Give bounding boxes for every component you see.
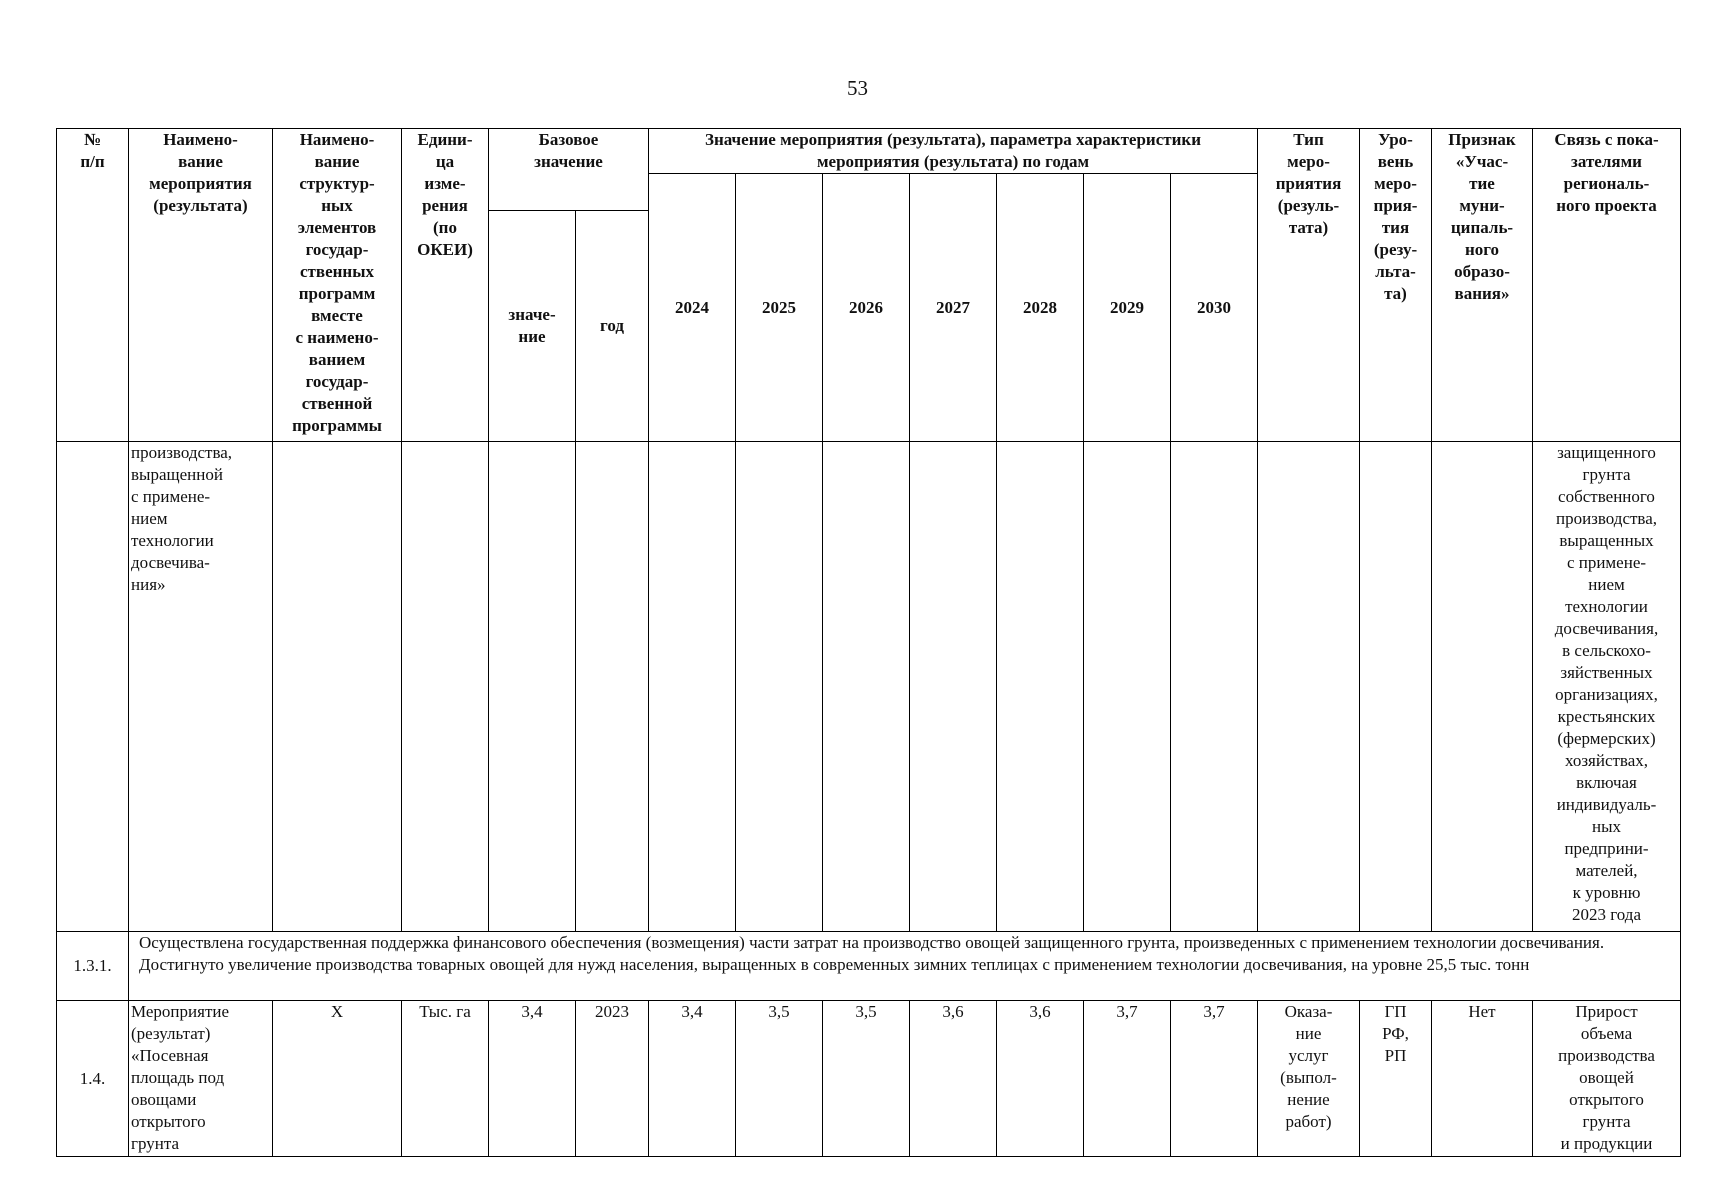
row-1-4-value-2030: 3,7 xyxy=(1171,1001,1258,1157)
header-year-2028: 2028 xyxy=(997,174,1084,442)
header-level: Уро- вень меро- прия- тия (резу- льта- та) xyxy=(1360,129,1432,442)
header-year-2029: 2029 xyxy=(1084,174,1171,442)
row-1-4-level: ГП РФ, РП xyxy=(1360,1001,1432,1157)
cell-empty xyxy=(576,442,649,932)
row-1-4-structural-elements: Х xyxy=(273,1001,402,1157)
row-1-4-base-value: 3,4 xyxy=(489,1001,576,1157)
row-1-4-value-2027: 3,6 xyxy=(910,1001,997,1157)
row-1-4-num: 1.4. xyxy=(57,1001,129,1157)
cell-empty xyxy=(402,442,489,932)
cell-empty xyxy=(1084,442,1171,932)
header-year-2026: 2026 xyxy=(823,174,910,442)
row-1-4-type: Оказа- ние услуг (выпол- нение работ) xyxy=(1258,1001,1360,1157)
cell-empty xyxy=(489,442,576,932)
row-1-4-unit: Тыс. га xyxy=(402,1001,489,1157)
header-year-2025: 2025 xyxy=(736,174,823,442)
row-1-4-value-2028: 3,6 xyxy=(997,1001,1084,1157)
table-row xyxy=(57,932,1681,1001)
header-base-value: Базовое значение xyxy=(489,129,649,211)
row-1-4-link: Прирост объема производства овощей открытого грунта и продукции xyxy=(1533,1001,1681,1157)
cell-empty xyxy=(823,442,910,932)
header-num: № п/п xyxy=(57,129,129,442)
header-unit: Едини- ца изме- рения (по ОКЕИ) xyxy=(402,129,489,442)
header-name: Наимено- вание мероприятия (результата) xyxy=(129,129,273,442)
cell-empty xyxy=(1432,442,1533,932)
row-1-4-municipal: Нет xyxy=(1432,1001,1533,1157)
header-year-2030: 2030 xyxy=(1171,174,1258,442)
row-1-4-value-2026: 3,5 xyxy=(823,1001,910,1157)
header-year-2024: 2024 xyxy=(649,174,736,442)
header-base-value-value: значе- ние xyxy=(489,211,576,442)
row-1-4-name: Мероприятие (результат) «Посевная площадь под овощами открытого грунта xyxy=(129,1001,273,1157)
row-1-4-base-year: 2023 xyxy=(576,1001,649,1157)
header-structural-elements: Наимено- вание структур- ных элементов государ- ственных программ вместе с наимено- ванием государ- ственной программы xyxy=(273,129,402,442)
continuation-link: защищенного грунта собственного производства, выращенных с примене- нием технологии досвечивания, в сельскохо- зяйственных организациях, крестьянских (фермерских) хозяйствах, включая индивидуаль- ных предприни- мателей, к уровню 2023 года xyxy=(1533,442,1681,932)
cell-empty xyxy=(736,442,823,932)
row-1-3-1-num: 1.3.1. xyxy=(57,932,129,1001)
cell-empty xyxy=(1258,442,1360,932)
cell-empty xyxy=(649,442,736,932)
cell-empty xyxy=(997,442,1084,932)
row-1-3-1-text: Осуществлена государственная поддержка финансового обеспечения (возмещения) части затрат на производство овощей защищенного грунта, произведенных с применением технологии досвечивания. Достигнуто увеличение производства товарных овощей для нужд населения, выращенных в современных зимних теплицах с применением технологии досвечивания, на уровне 25,5 тыс. тонн xyxy=(129,932,1681,1001)
continuation-name: производства, выращенной с примене- нием технологии досвечива- ния» xyxy=(129,442,273,932)
header-type: Тип меро- приятия (резуль- тата) xyxy=(1258,129,1360,442)
cell-empty xyxy=(57,442,129,932)
header-base-value-year: год xyxy=(576,211,649,442)
header-year-2027: 2027 xyxy=(910,174,997,442)
row-1-4-value-2025: 3,5 xyxy=(736,1001,823,1157)
table-row xyxy=(57,442,1681,932)
header-values-by-years: Значение мероприятия (результата), параметра характеристики мероприятия (результата) по годам xyxy=(649,129,1258,174)
table-row xyxy=(57,1001,1681,1157)
header-link: Связь с пока- зателями региональ- ного проекта xyxy=(1533,129,1681,442)
cell-empty xyxy=(910,442,997,932)
page-number: 53 xyxy=(847,76,868,100)
cell-empty xyxy=(1360,442,1432,932)
cell-empty xyxy=(273,442,402,932)
row-1-4-value-2024: 3,4 xyxy=(649,1001,736,1157)
header-municipal: Признак «Учас- тие муни- ципаль- ного образо- вания» xyxy=(1432,129,1533,442)
results-table xyxy=(56,128,1681,1157)
row-1-4-value-2029: 3,7 xyxy=(1084,1001,1171,1157)
cell-empty xyxy=(1171,442,1258,932)
